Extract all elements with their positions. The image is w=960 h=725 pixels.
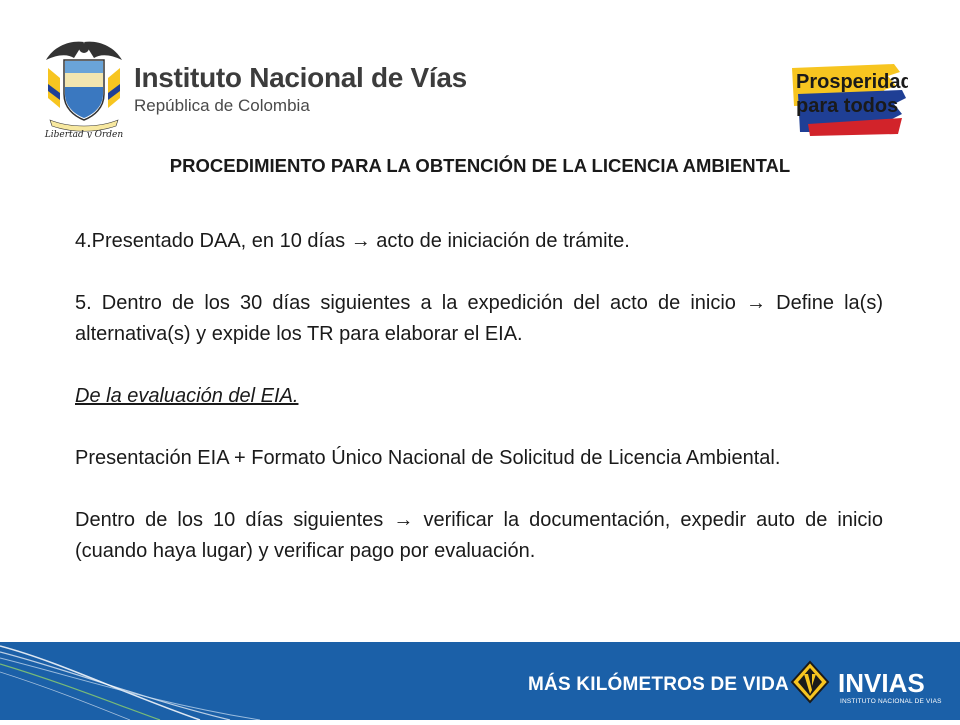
footer-decorative-lines [0,642,300,720]
item-5-text-end: Define la(s) alternativa(s) y expide los TR para elaborar el EIA. [75,292,883,345]
institution-subtitle: República de Colombia [134,96,310,115]
item-4-text-end: acto de iniciación de trámite. [370,230,630,252]
prosperidad-logo [790,62,908,138]
verification-paragraph [75,505,883,567]
coat-of-arms-logo [40,38,128,138]
invias-brand-subtitle: INSTITUTO NACIONAL DE VIAS [840,698,942,705]
verification-text-end: verificar la documentación, expedir auto de inicio (cuando haya lugar) y verificar pago por evaluación. [75,509,883,562]
seal-motto: Libertad y Orden [44,130,124,138]
section-heading: De la evaluación del EIA. [75,385,299,407]
page-title: PROCEDIMIENTO PARA LA OBTENCIÓN DE LA LICENCIA AMBIENTAL [169,155,791,176]
item-4-text-start: 4.Presentado DAA, en 10 días [75,230,351,252]
prosperidad-line1: Prosperidad [796,71,908,93]
document-body [75,226,883,567]
arrow-right-icon: → [350,230,371,252]
arrow-right-icon: → [746,292,767,314]
footer-slogan: MÁS KILÓMETROS DE VIDA [528,674,789,695]
institution-name: Instituto Nacional de Vías [134,62,467,93]
verification-text-start: Dentro de los 10 días siguientes [75,509,394,531]
item-5 [75,288,883,350]
prosperidad-line2: para todos [796,95,899,117]
presentation-paragraph: Presentación EIA + Formato Único Nacional de Solicitud de Licencia Ambiental. [75,447,781,469]
item-5-text-start: 5. Dentro de los 30 días siguientes a la expedición del acto de inicio [75,292,747,314]
item-4 [75,226,883,257]
invias-brand-name: INVIAS [838,668,925,698]
invias-emblem-icon [790,660,830,704]
arrow-right-icon: → [393,509,414,531]
